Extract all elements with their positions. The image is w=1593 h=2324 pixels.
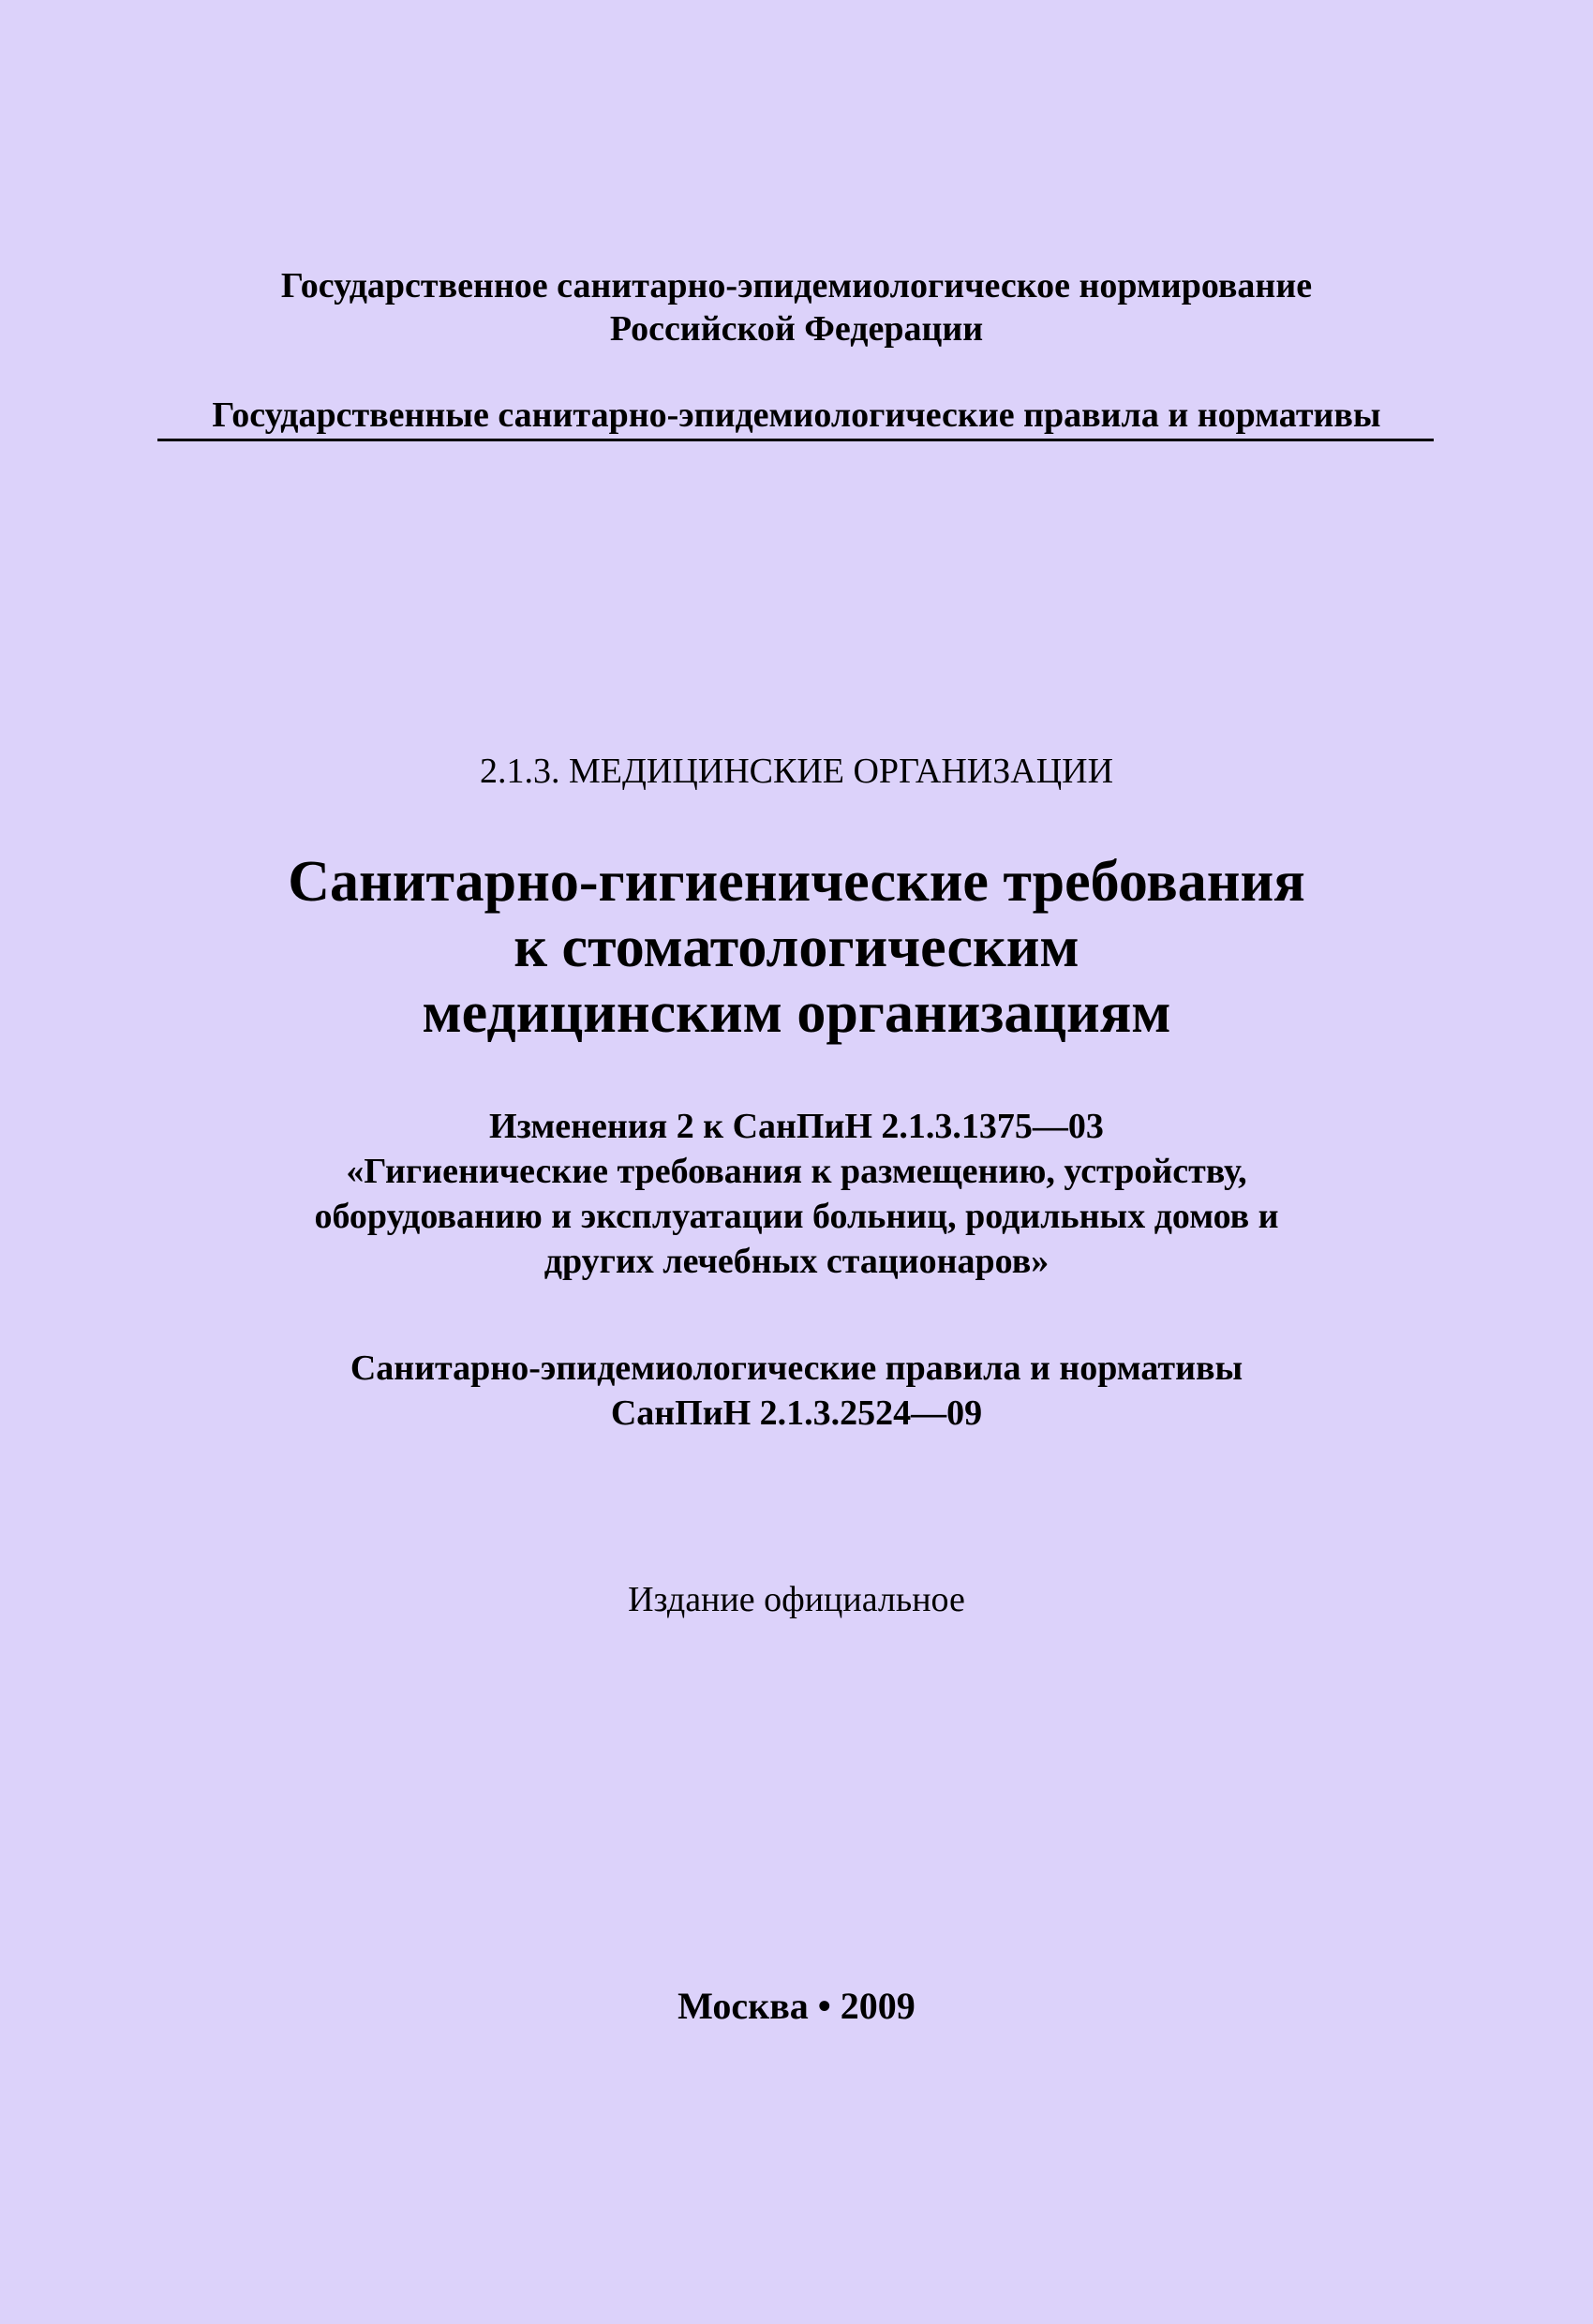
amendment-description: [0, 1104, 1593, 1284]
series-line: Государственные санитарно-эпидемиологические правила и нормативы: [212, 395, 1381, 435]
rules-line-2: СанПиН 2.1.3.2524—09: [610, 1393, 983, 1433]
title-line-2: к стоматологическим: [514, 916, 1079, 979]
header-line-2: Российской Федерации: [609, 309, 984, 349]
title-line-1: Санитарно-гигиенические требования: [288, 850, 1305, 914]
rules-designation: [0, 1346, 1593, 1436]
section-line: 2.1.3. МЕДИЦИНСКИЕ ОРГАНИЗАЦИИ: [479, 752, 1114, 791]
issuing-authority-header: [0, 264, 1593, 350]
amendment-line-3: оборудованию и эксплуатации больниц, родильных домов и: [314, 1197, 1279, 1236]
footer-line: Москва • 2009: [677, 1985, 916, 2027]
series-underline: [157, 439, 1434, 441]
section-heading: [0, 750, 1593, 793]
rules-line-1: Санитарно-эпидемиологические правила и нормативы: [350, 1348, 1243, 1388]
amendment-line-4: других лечебных стационаров»: [543, 1242, 1050, 1281]
edition-note: [0, 1578, 1593, 1621]
amendment-line-2: «Гигиенические требования к размещению, устройству,: [346, 1152, 1247, 1191]
series-title: [0, 394, 1593, 437]
amendment-line-1: Изменения 2 к СанПиН 2.1.3.1375—03: [489, 1107, 1104, 1146]
edition-line: Издание официальное: [628, 1580, 965, 1619]
title-line-3: медицинским организациям: [422, 981, 1171, 1045]
document-title: [0, 849, 1593, 1046]
header-line-1: Государственное санитарно-эпидемиологическое нормирование: [280, 266, 1313, 305]
publication-place-year: [0, 1985, 1593, 2028]
